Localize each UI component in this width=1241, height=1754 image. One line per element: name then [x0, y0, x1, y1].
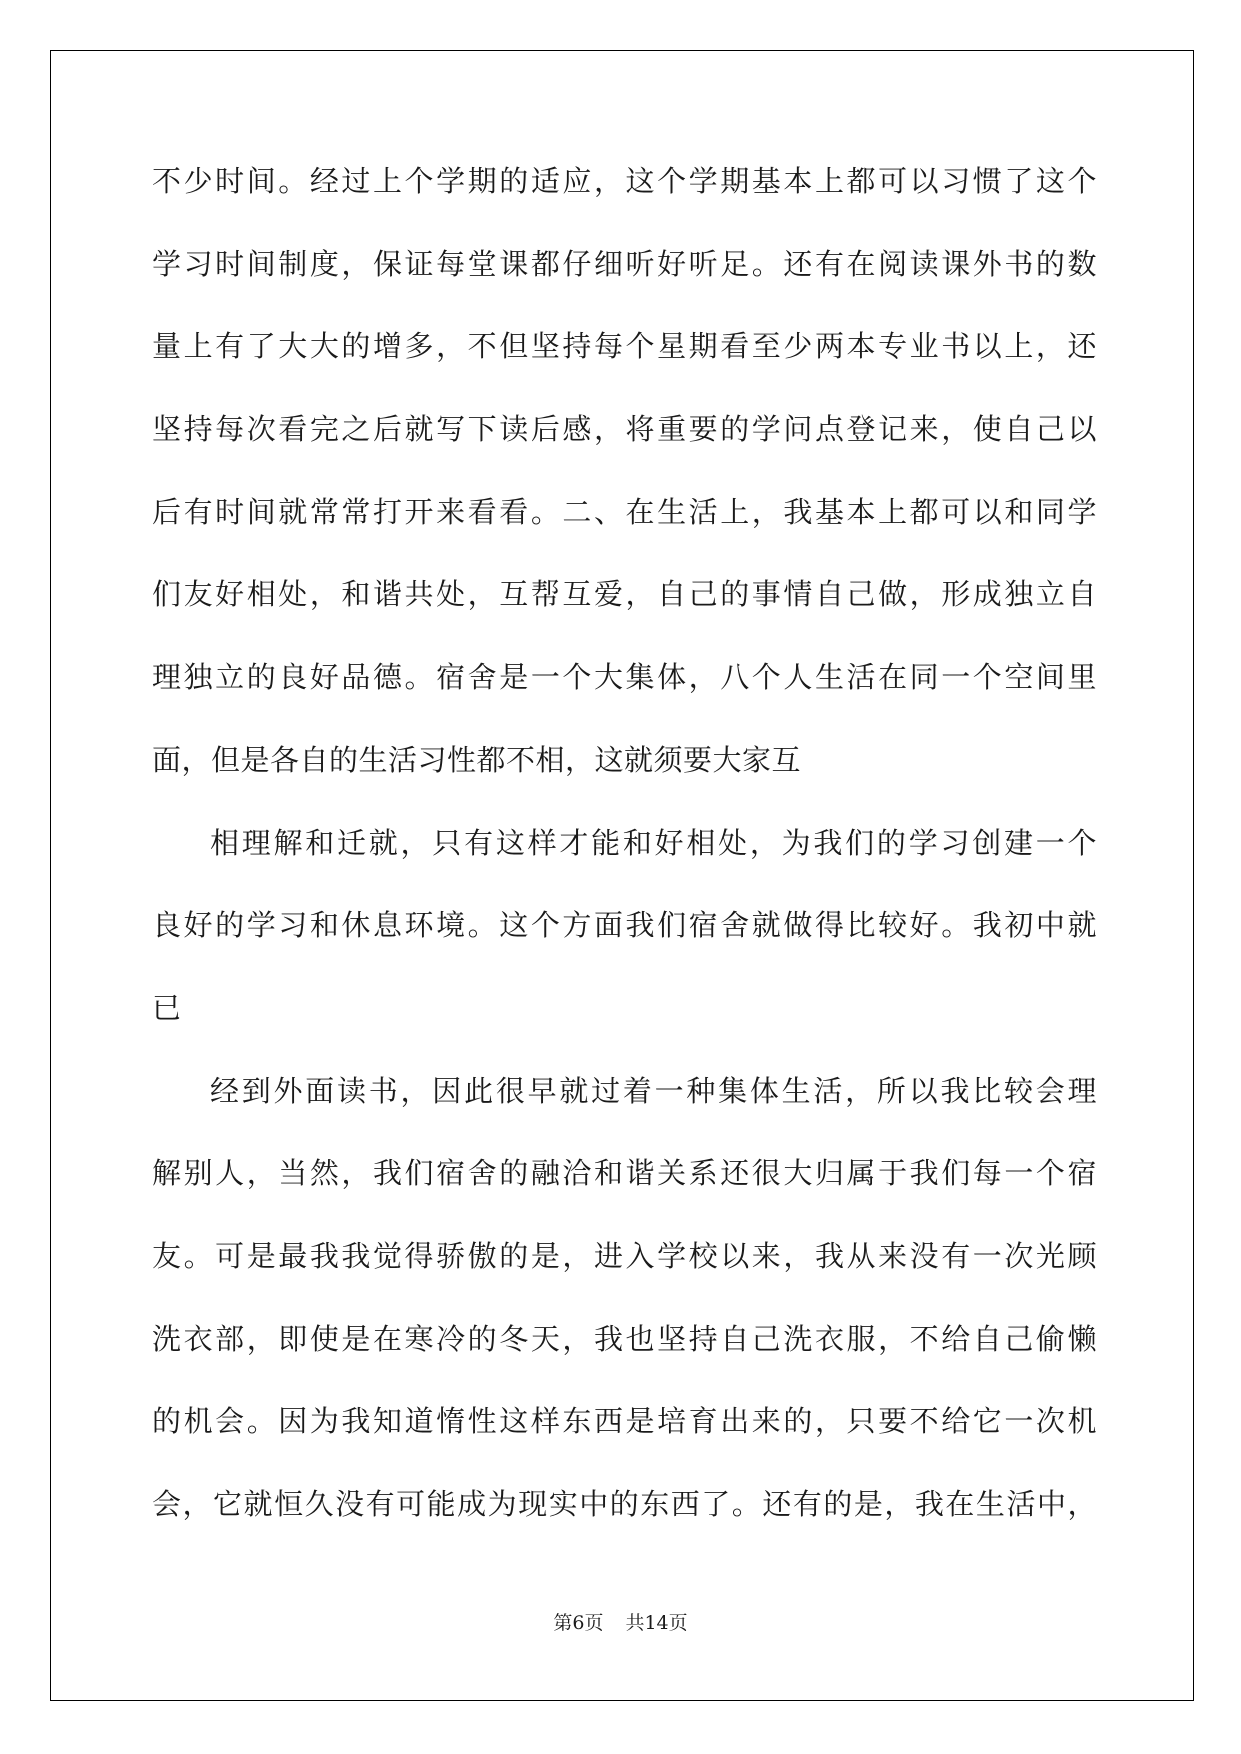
- text-line: 解别人，当然，我们宿舍的融洽和谐关系还很大归属于我们每一个宿: [152, 1156, 1097, 1191]
- paragraph: [152, 802, 1097, 1050]
- text-line: 洗衣部，即使是在寒冷的冬天，我也坚持自己洗衣服，不给自己偷懒: [152, 1321, 1097, 1356]
- document-body: [152, 140, 1097, 1546]
- page-footer: [0, 1608, 1241, 1635]
- paragraph: [152, 140, 1097, 802]
- text-line: 不少时间。经过上个学期的适应，这个学期基本上都可以习惯了这个: [152, 164, 1097, 198]
- text-line: 坚持每次看完之后就写下读后感，将重要的学问点登记来，使自己以: [152, 412, 1097, 447]
- text-line: 良好的学习和休息环境。这个方面我们宿舍就做得比较好。我初中就: [152, 908, 1097, 943]
- text-line: 理独立的良好品德。宿舍是一个大集体，八个人生活在同一个空间里: [152, 660, 1097, 695]
- text-line: 后有时间就常常打开来看看。二、在生活上，我基本上都可以和同学: [152, 494, 1097, 529]
- text-line: 的机会。因为我知道惰性这样东西是培育出来的，只要不给它一次机: [152, 1404, 1097, 1439]
- text-line: 已: [152, 990, 182, 1025]
- text-line: 学习时间制度，保证每堂课都仔细听好听足。还有在阅读课外书的数: [152, 246, 1097, 281]
- text-line: 会，它就恒久没有可能成为现实中的东西了。还有的是，我在生活中，: [152, 1487, 1097, 1521]
- text-line: 友。可是最我我觉得骄傲的是，进入学校以来，我从来没有一次光顾: [152, 1238, 1097, 1273]
- page-total: 共14页: [625, 1612, 688, 1634]
- text-line: 面，但是各自的生活习性都不相，这就须要大家互: [152, 742, 802, 777]
- page-number: 第6页: [553, 1612, 604, 1634]
- paragraph: [152, 1050, 1097, 1546]
- text-line: 们友好相处，和谐共处，互帮互爱，自己的事情自己做，形成独立自: [152, 577, 1097, 612]
- text-line: 相理解和迁就，只有这样才能和好相处，为我们的学习创建一个: [210, 825, 1097, 860]
- text-line: 量上有了大大的增多，不但坚持每个星期看至少两本专业书以上，还: [152, 329, 1097, 364]
- text-line: 经到外面读书，因此很早就过着一种集体生活，所以我比较会理: [210, 1073, 1097, 1108]
